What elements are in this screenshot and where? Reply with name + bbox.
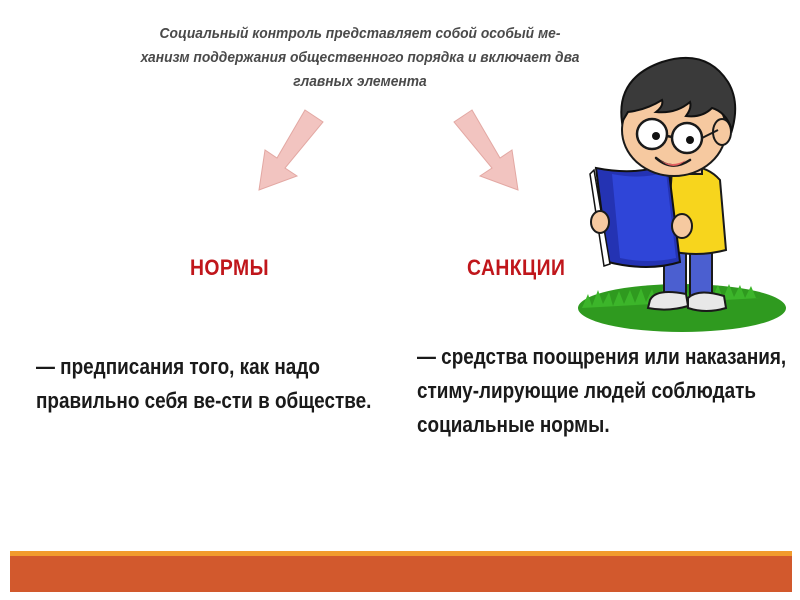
norms-title: НОРМЫ — [190, 255, 269, 280]
sanctions-title: САНКЦИИ — [467, 255, 566, 280]
arrow-down-right-icon — [452, 108, 522, 193]
footer-bar — [10, 556, 792, 592]
norms-definition: — предписания того, как надо правильно себя ве-сти в обществе. — [36, 354, 372, 413]
intro-text: Социальный контроль представляет собой особый ме-ханизм поддержания общественного порядка и включает два главных элемента — [140, 25, 580, 90]
arrow-down-left-icon — [255, 108, 325, 193]
sanctions-definition: — средства поощрения или наказания, стиму-лирующие людей соблюдать социальные нормы. — [417, 344, 787, 437]
boy-reading-book-illustration — [572, 50, 786, 340]
